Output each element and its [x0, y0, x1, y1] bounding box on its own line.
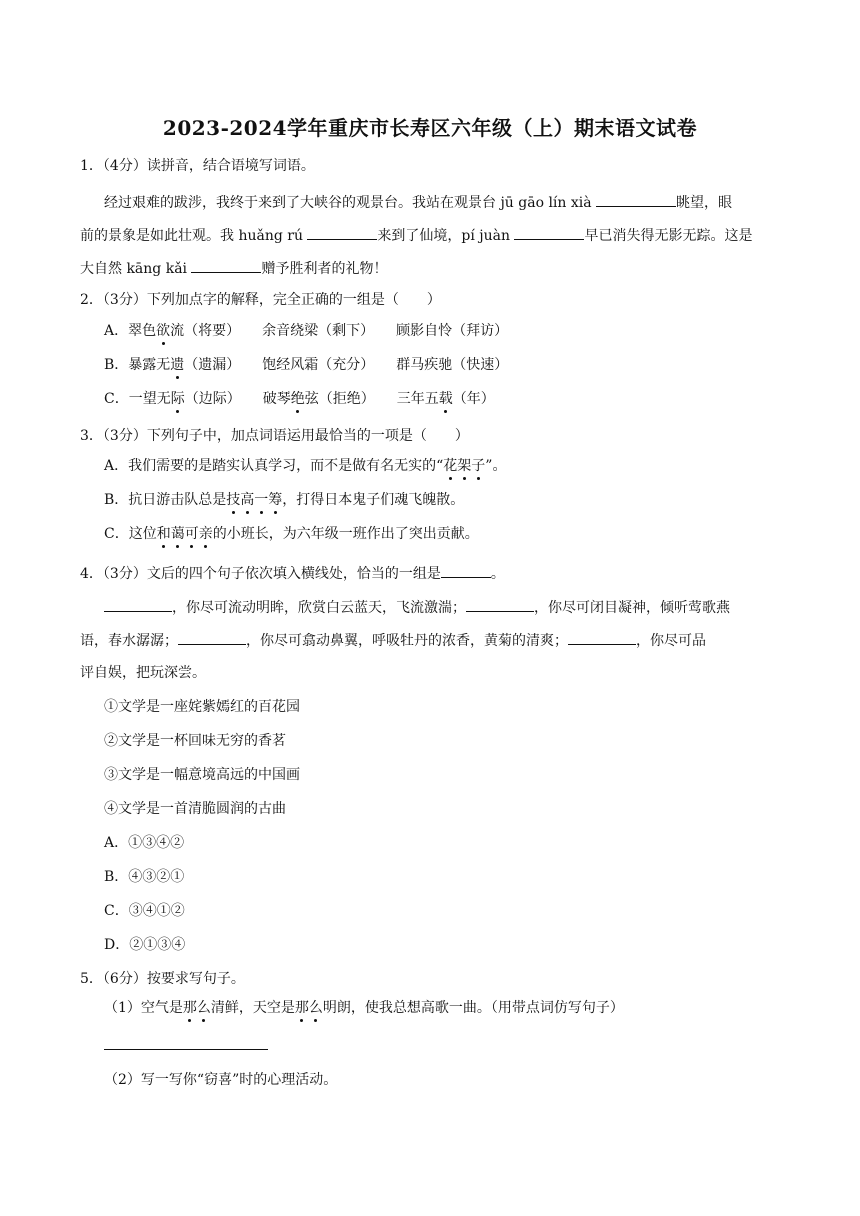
option-text: 破琴	[262, 391, 291, 407]
dotted-char: 和	[156, 526, 171, 542]
option-text: （年）	[452, 391, 495, 407]
answer-blank[interactable]	[568, 630, 636, 645]
option-text: ”。	[485, 458, 507, 474]
q5-heading: 5．（6分）按要求写句子。	[80, 971, 245, 987]
dotted-char: 高	[240, 492, 255, 508]
dotted-char: 筹	[268, 492, 283, 508]
q4-option-d[interactable]: D．②①③④	[104, 937, 186, 953]
answer-blank[interactable]	[104, 597, 172, 612]
option-text: A．我们需要的是踏实认真学习，而不是做有名无实的“	[104, 458, 444, 474]
dotted-char: 么	[308, 1000, 323, 1016]
q5-sub-2: （2）写一写你“窃喜”时的心理活动。	[104, 1072, 338, 1088]
q4-heading-end: 。	[490, 566, 505, 582]
option-text: ，打得日本鬼子们魂飞魄散。	[282, 492, 465, 508]
answer-line[interactable]	[104, 1049, 268, 1050]
answer-blank[interactable]	[466, 597, 534, 612]
q4-option-b[interactable]: B．④③②①	[104, 869, 185, 885]
option-text: （遗漏）	[184, 357, 241, 373]
answer-blank[interactable]	[514, 225, 584, 240]
passage-text: ，你尽可闭目凝神，倾听莺歌燕	[534, 600, 730, 616]
q1-text: 前的景象是如此壮观。我 huǎng rú	[80, 228, 308, 244]
dotted-word	[443, 458, 485, 474]
q4-sentence-1: ①文学是一座姹紫嫣红的百花园	[104, 699, 300, 715]
dotted-char: 际	[170, 391, 185, 407]
q4-passage-line-1	[104, 597, 730, 617]
option-text: C．一望无	[104, 391, 171, 407]
answer-blank[interactable]	[178, 630, 246, 645]
dotted-char: 子	[471, 458, 486, 474]
q5-text: （1）空气是	[104, 1000, 183, 1016]
option-text: 顾影自怜（拜访）	[396, 323, 509, 339]
q4-heading	[80, 563, 505, 583]
option-text: （边际）	[184, 391, 241, 407]
dotted-text	[443, 458, 485, 474]
q3-heading: 3．（3分）下列句子中，加点词语运用最恰当的一项是（ ）	[80, 428, 469, 444]
option-text: 弦（拒绝）	[304, 391, 375, 407]
dotted-text	[183, 1000, 211, 1016]
dotted-char: 一	[254, 492, 269, 508]
q1-text: 来到了仙境，pí juàn	[377, 228, 515, 244]
dotted-char: 么	[196, 1000, 211, 1016]
q1-text: 大自然 kāng kǎi	[80, 261, 192, 277]
q1-text: 经过艰难的跋涉，我终于来到了大峡谷的观景台。我站在观景台 jū gāo lín xià	[104, 195, 597, 211]
answer-blank[interactable]	[596, 192, 676, 207]
dotted-char: 那	[182, 1000, 197, 1016]
q4-sentence-4: ④文学是一首清脆圆润的古曲	[104, 801, 286, 817]
option-text: 流（将要）	[170, 323, 241, 339]
q5-sub-1	[104, 999, 624, 1017]
q1-line-3	[80, 258, 387, 278]
q4-option-a[interactable]: A．①③④②	[104, 835, 185, 851]
option-text: C．这位	[104, 526, 157, 542]
dotted-char: 花	[443, 458, 458, 474]
option-text: 的小班长，为六年级一班作出了突出贡献。	[212, 526, 479, 542]
q4-passage-line-3: 评自娱，把玩深尝。	[80, 665, 206, 681]
dotted-char: 遗	[170, 357, 185, 373]
q4-sentence-3: ③文学是一幅意境高远的中国画	[104, 767, 300, 783]
dotted-char: 技	[226, 492, 241, 508]
dotted-text	[157, 526, 213, 542]
q1-text: 赠予胜利者的礼物！	[261, 261, 388, 277]
option-text: 饱经风霜（充分）	[262, 357, 375, 373]
option-text: B．暴露无	[104, 357, 171, 373]
option-text: B．抗日游击队总是	[104, 492, 227, 508]
dotted-char: 绝	[290, 391, 305, 407]
option-text: 余音绕梁（剩下）	[262, 323, 375, 339]
dotted-char: 架	[457, 458, 472, 474]
passage-text: ，你尽可品	[636, 633, 706, 649]
q5-text: 清鲜，天空是	[210, 1000, 295, 1016]
dotted-char: 蔼	[170, 526, 185, 542]
dotted-char: 欲	[156, 323, 171, 339]
option-text: A．翠色	[104, 323, 157, 339]
q2-option-b[interactable]	[104, 356, 508, 374]
answer-blank[interactable]	[191, 258, 261, 273]
option-text: 三年五	[396, 391, 439, 407]
exam-title: 2023-2024学年重庆市长寿区六年级（上）期末语文试卷	[162, 116, 698, 140]
q3-option-a[interactable]	[104, 457, 506, 475]
q1-line-2	[80, 225, 752, 245]
q4-heading-text: 4．（3分）文后的四个句子依次填入横线处，恰当的一组是	[80, 566, 441, 582]
q1-line-1	[104, 192, 732, 212]
q2-option-c[interactable]	[104, 390, 495, 408]
answer-blank[interactable]	[441, 563, 491, 578]
dotted-text	[295, 1000, 323, 1016]
q5-text: 明朗，使我总想高歌一曲。（用带点词仿写句子）	[322, 1000, 624, 1016]
q3-option-c[interactable]	[104, 525, 479, 543]
q1-text: 眺望，眼	[676, 195, 733, 211]
q1-text: 早已消失得无影无踪。这是	[584, 228, 753, 244]
dotted-char: 载	[438, 391, 453, 407]
q4-passage-line-2	[80, 630, 706, 650]
passage-text: ，你尽可流动明眸，欣赏白云蓝天，飞流激湍；	[172, 600, 466, 616]
dotted-char: 可	[184, 526, 199, 542]
passage-text: 语，春水潺潺；	[80, 633, 178, 649]
q2-heading: 2．（3分）下列加点字的解释，完全正确的一组是（ ）	[80, 292, 441, 308]
q1-heading: 1．（4分）读拼音，结合语境写词语。	[80, 158, 315, 174]
option-text: 群马疾驰（快速）	[396, 357, 509, 373]
dotted-text	[226, 492, 282, 508]
q2-option-a[interactable]	[104, 322, 508, 340]
q3-option-b[interactable]	[104, 491, 464, 509]
dotted-char: 那	[294, 1000, 309, 1016]
q4-option-c[interactable]: C．③④①②	[104, 903, 185, 919]
passage-text: ，你尽可翕动鼻翼，呼吸牡丹的浓香，黄菊的清爽；	[246, 633, 568, 649]
answer-blank[interactable]	[307, 225, 377, 240]
dotted-char: 亲	[198, 526, 213, 542]
q4-sentence-2: ②文学是一杯回味无穷的香茗	[104, 733, 286, 749]
